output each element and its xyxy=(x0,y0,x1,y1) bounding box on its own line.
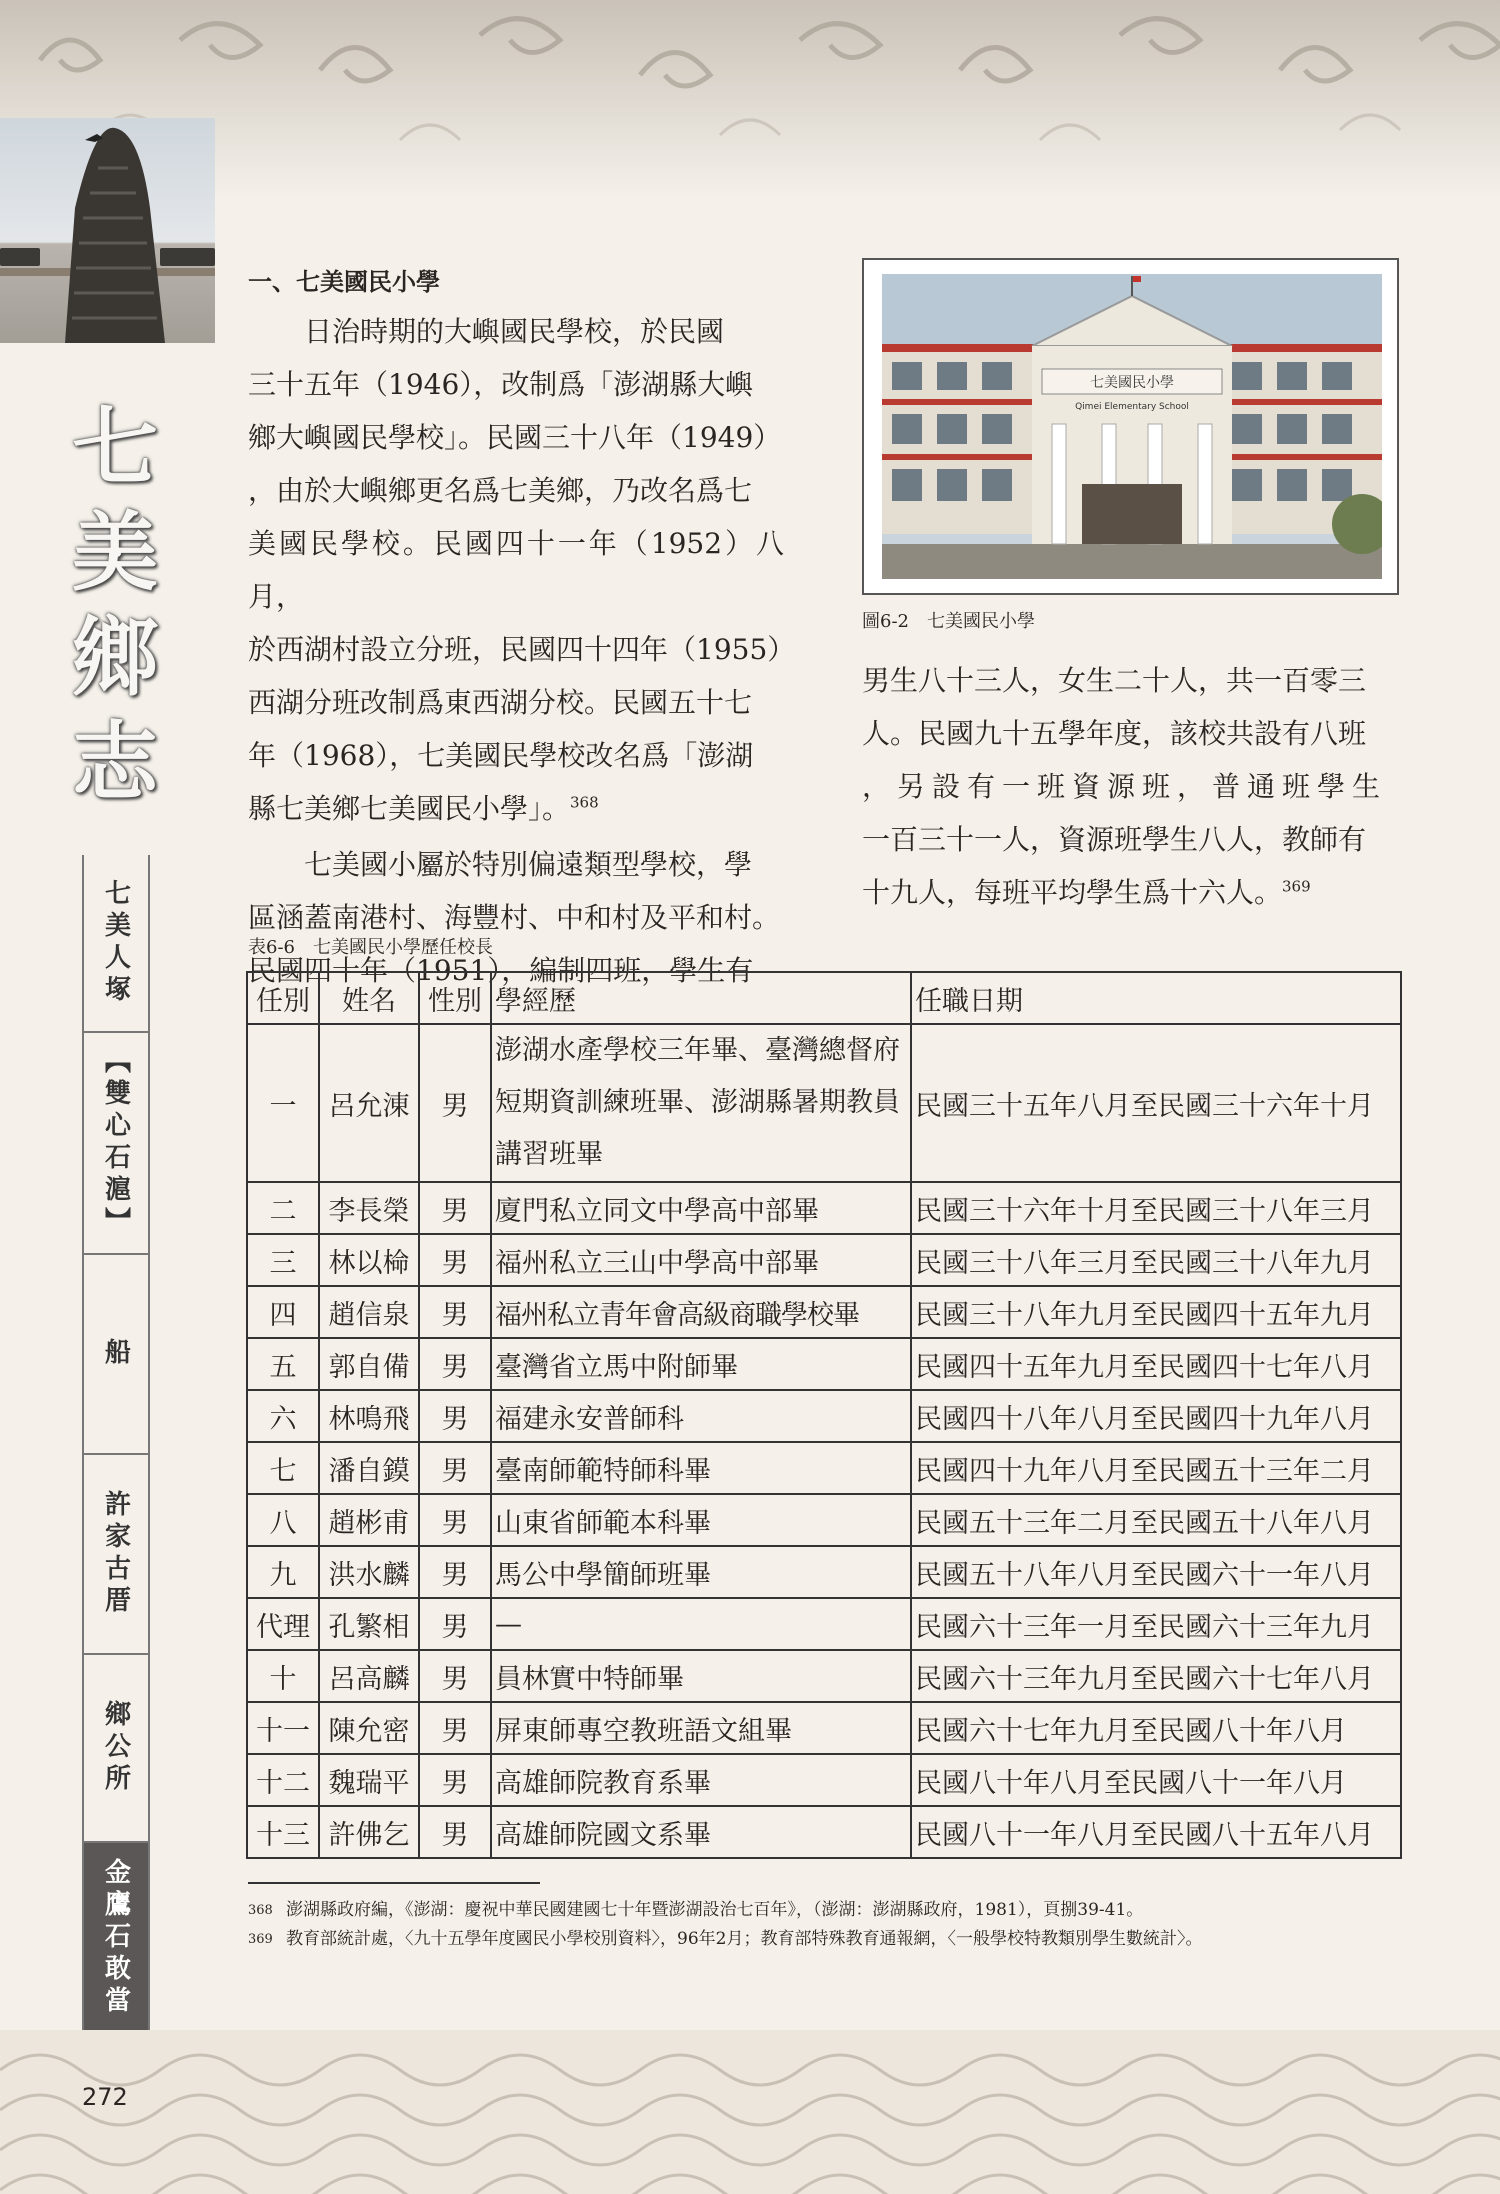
header-gender: 性別 xyxy=(419,972,491,1024)
cell-gender: 男 xyxy=(419,1024,491,1182)
cell-gender: 男 xyxy=(419,1234,491,1286)
footnote-text: 澎湖縣政府編，《澎湖：慶祝中華民國建國七十年暨澎湖設治七百年》，（澎湖：澎湖縣政府，1981），頁捌39-41。 xyxy=(286,1900,1144,1920)
header-education: 學經歷 xyxy=(491,972,911,1024)
cell-name: 洪水麟 xyxy=(319,1546,419,1598)
cell-name: 潘自鏌 xyxy=(319,1442,419,1494)
school-photo xyxy=(862,258,1399,595)
cell-term: 民國三十六年十月至民國三十八年三月 xyxy=(911,1182,1401,1234)
cell-term: 民國四十五年九月至民國四十七年八月 xyxy=(911,1338,1401,1390)
footnote-text: 教育部統計處，〈九十五學年度國民小學校別資料〉，96年2月；教育部特殊教育通報網，〈一般學校特教類別學生數統計〉。 xyxy=(286,1929,1203,1949)
cell-gender: 男 xyxy=(419,1806,491,1858)
cell-education: 臺南師範特師科畢 xyxy=(491,1442,911,1494)
cell-term: 民國三十八年九月至民國四十五年九月 xyxy=(911,1286,1401,1338)
title-char: 美 xyxy=(72,502,158,603)
cell-rank: 四 xyxy=(247,1286,319,1338)
table-row xyxy=(247,1650,1401,1702)
table-row xyxy=(247,1024,1401,1182)
cloud-pattern-header xyxy=(0,0,1500,200)
cell-rank: 六 xyxy=(247,1390,319,1442)
cell-term: 民國八十一年八月至民國八十五年八月 xyxy=(911,1806,1401,1858)
table-row xyxy=(247,1494,1401,1546)
cell-rank: 九 xyxy=(247,1546,319,1598)
text-line: 三十五年（1946），改制爲「澎湖縣大嶼 xyxy=(248,368,754,401)
header-name: 姓名 xyxy=(319,972,419,1024)
footnote-ref[interactable]: 368 xyxy=(570,793,599,812)
cell-rank: 十二 xyxy=(247,1754,319,1806)
left-text-column xyxy=(248,305,796,997)
cell-gender: 男 xyxy=(419,1442,491,1494)
tire-tower-photo xyxy=(0,118,215,343)
cell-education: 高雄師院國文系畢 xyxy=(491,1806,911,1858)
cell-term: 民國五十八年八月至民國六十一年八月 xyxy=(911,1546,1401,1598)
text-line: 男生八十三人，女生二十人，共一百零三 xyxy=(862,664,1367,697)
cell-education: 屏東師專空教班語文組畢 xyxy=(491,1702,911,1754)
cell-gender: 男 xyxy=(419,1390,491,1442)
cell-education: 員林實中特師畢 xyxy=(491,1650,911,1702)
cell-gender: 男 xyxy=(419,1286,491,1338)
table-row xyxy=(247,1806,1401,1858)
tab-township-office[interactable] xyxy=(84,1655,148,1843)
cell-term: 民國五十三年二月至民國五十八年八月 xyxy=(911,1494,1401,1546)
tab-label: 七美人塚 xyxy=(100,879,131,1007)
tab-golden-eagle-stone[interactable] xyxy=(84,1843,148,2033)
cell-term: 民國六十七年九月至民國八十年八月 xyxy=(911,1702,1401,1754)
cell-gender: 男 xyxy=(419,1338,491,1390)
figure-caption: 圖6-2 七美國民小學 xyxy=(862,611,1035,632)
cell-education: 馬公中學簡師班畢 xyxy=(491,1546,911,1598)
table-row xyxy=(247,1286,1401,1338)
wave-pattern-footer xyxy=(0,2030,1500,2194)
cell-education: 廈門私立同文中學高中部畢 xyxy=(491,1182,911,1234)
cell-name: 趙信泉 xyxy=(319,1286,419,1338)
text-line-with-ref xyxy=(248,782,784,835)
table-header-row xyxy=(247,972,1401,1024)
cell-rank: 十 xyxy=(247,1650,319,1702)
title-char: 鄉 xyxy=(72,607,158,708)
text-line: 民國四十年（1951），編制四班，學生有 xyxy=(248,954,754,987)
table-row xyxy=(247,1338,1401,1390)
footnote-368 xyxy=(248,1897,1398,1924)
tab-label: 金鷹石敢當 xyxy=(100,1858,131,2018)
table-row xyxy=(247,1442,1401,1494)
cell-name: 李長榮 xyxy=(319,1182,419,1234)
text-line: 西湖分班改制爲東西湖分校。民國五十七 xyxy=(248,686,753,719)
tab-label: 鄉公所 xyxy=(100,1700,131,1796)
cell-gender: 男 xyxy=(419,1598,491,1650)
cell-term: 民國三十五年八月至民國三十六年十月 xyxy=(911,1024,1401,1182)
header-rank: 任別 xyxy=(247,972,319,1024)
cell-gender: 男 xyxy=(419,1494,491,1546)
text-line: 七美國小屬於特別偏遠類型學校，學 xyxy=(304,848,753,881)
cell-name: 陳允密 xyxy=(319,1702,419,1754)
text-line: 人。民國九十五學年度，該校共設有八班 xyxy=(862,717,1367,750)
cell-gender: 男 xyxy=(419,1754,491,1806)
tab-label: 【雙心石滬】 xyxy=(100,1047,131,1239)
cell-rank: 五 xyxy=(247,1338,319,1390)
cell-name: 魏瑞平 xyxy=(319,1754,419,1806)
cell-rank: 二 xyxy=(247,1182,319,1234)
footnote-ref[interactable]: 369 xyxy=(1282,877,1311,896)
cell-gender: 男 xyxy=(419,1546,491,1598)
cell-rank: 代理 xyxy=(247,1598,319,1650)
cell-term: 民國三十八年三月至民國三十八年九月 xyxy=(911,1234,1401,1286)
cell-term: 民國四十八年八月至民國四十九年八月 xyxy=(911,1390,1401,1442)
cell-rank: 一 xyxy=(247,1024,319,1182)
cell-gender: 男 xyxy=(419,1702,491,1754)
text-line: ，由於大嶼鄉更名爲七美鄉，乃改名爲七 xyxy=(248,474,753,507)
cell-term: 民國八十年八月至民國八十一年八月 xyxy=(911,1754,1401,1806)
cell-education: 山東省師範本科畢 xyxy=(491,1494,911,1546)
cell-education: 臺灣省立馬中附師畢 xyxy=(491,1338,911,1390)
cell-gender: 男 xyxy=(419,1650,491,1702)
text-line: 區涵蓋南港村、海豐村、中和村及平和村。 xyxy=(248,901,781,934)
table-row xyxy=(247,1702,1401,1754)
table-row xyxy=(247,1546,1401,1598)
tab-label: 許家古厝 xyxy=(100,1490,131,1618)
table-row xyxy=(247,1234,1401,1286)
table-caption: 表6-6 七美國民小學歷任校長 xyxy=(248,937,493,958)
table-row xyxy=(247,1182,1401,1234)
cell-name: 趙彬甫 xyxy=(319,1494,419,1546)
school-sign: 七美國民小學 xyxy=(1090,375,1174,391)
cell-name: 呂允涷 xyxy=(319,1024,419,1182)
text-line-with-ref xyxy=(862,866,1398,919)
tab-qimei-tomb[interactable] xyxy=(84,855,148,1033)
table-row xyxy=(247,1390,1401,1442)
right-text-column xyxy=(862,654,1398,919)
tab-hsu-house[interactable] xyxy=(84,1455,148,1655)
cell-rank: 七 xyxy=(247,1442,319,1494)
text-line: 鄉大嶼國民學校」。民國三十八年（1949） xyxy=(248,421,782,454)
text-line: 美國民學校。民國四十一年（1952）八月， xyxy=(248,527,784,613)
text-line: 縣七美鄉七美國民小學」。 xyxy=(248,792,571,825)
page-number: 272 xyxy=(82,2083,128,2111)
table-row xyxy=(247,1754,1401,1806)
table-row xyxy=(247,1598,1401,1650)
text-line: 一百三十一人，資源班學生八人，教師有 xyxy=(862,823,1367,856)
footnote-number: 368 xyxy=(248,1903,273,1918)
text-line: 十九人，每班平均學生爲十六人。 xyxy=(862,876,1283,909)
text-line: 年（1968），七美國民學校改名爲「澎湖 xyxy=(248,739,754,772)
cell-name: 孔繁相 xyxy=(319,1598,419,1650)
cell-education: 高雄師院教育系畢 xyxy=(491,1754,911,1806)
cell-education: — xyxy=(491,1598,911,1650)
title-char: 志 xyxy=(72,712,158,813)
tab-label: 船 xyxy=(100,1338,131,1370)
text-line: 日治時期的大嶼國民學校，於民國 xyxy=(304,315,725,348)
cell-education: 福州私立青年會高級商職學校畢 xyxy=(491,1286,911,1338)
cell-rank: 十一 xyxy=(247,1702,319,1754)
cell-name: 呂高麟 xyxy=(319,1650,419,1702)
cell-term: 民國四十九年八月至民國五十三年二月 xyxy=(911,1442,1401,1494)
chapter-tabs xyxy=(82,855,150,2033)
school-sign-en: Qimei Elementary School xyxy=(1075,402,1189,412)
cell-rank: 十三 xyxy=(247,1806,319,1858)
principals-table xyxy=(246,971,1402,1859)
footnote-divider xyxy=(248,1882,540,1884)
footnote-369 xyxy=(248,1926,1398,1953)
cell-name: 林以椧 xyxy=(319,1234,419,1286)
cell-education: 福建永安普師科 xyxy=(491,1390,911,1442)
cell-name: 許佛乞 xyxy=(319,1806,419,1858)
footnote-number: 369 xyxy=(248,1932,273,1947)
cell-term: 民國六十三年九月至民國六十七年八月 xyxy=(911,1650,1401,1702)
cell-education: 福州私立三山中學高中部畢 xyxy=(491,1234,911,1286)
text-line: ，另設有一班資源班，普通班學生 xyxy=(862,770,1388,803)
tab-twin-hearts-weir[interactable] xyxy=(84,1033,148,1255)
cell-education: 澎湖水產學校三年畢、臺灣總督府短期資訓練班畢、澎湖縣暑期教員講習班畢 xyxy=(491,1024,911,1182)
cell-rank: 三 xyxy=(247,1234,319,1286)
text-line: 於西湖村設立分班，民國四十四年（1955） xyxy=(248,633,796,666)
title-char: 七 xyxy=(72,397,158,498)
section-heading: 一、七美國民小學 xyxy=(248,268,440,296)
cell-name: 林鳴飛 xyxy=(319,1390,419,1442)
cell-term: 民國六十三年一月至民國六十三年九月 xyxy=(911,1598,1401,1650)
tab-boat[interactable] xyxy=(84,1255,148,1455)
cell-gender: 男 xyxy=(419,1182,491,1234)
cell-name: 郭自備 xyxy=(319,1338,419,1390)
cell-rank: 八 xyxy=(247,1494,319,1546)
book-title-vertical xyxy=(60,395,170,815)
header-term: 任職日期 xyxy=(911,972,1401,1024)
